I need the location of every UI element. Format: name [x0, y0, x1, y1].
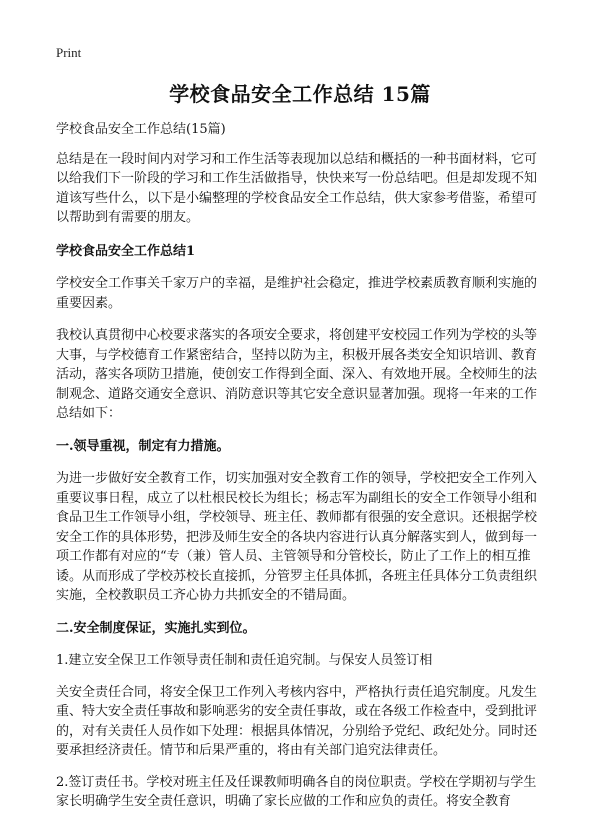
paragraph: 学校安全工作事关千家万户的幸福，是维护社会稳定，推进学校素质教育顺利实施的重要因素。 — [56, 276, 538, 311]
paragraph: 我校认真贯彻中心校要求落实的各项安全要求，将创建平安校园工作列为学校的头等大事，与学校德育工作紧密结合，坚持以防为主，积极开展各类安全知识培训、教育活动，落实各项防卫措施，使创安工作得到全面、深入、有效地开展。全校师生的法制观念、道路交通安全意识、消防意识等其它安全意识显著加强。现将一年来的工作总结如下： — [56, 328, 538, 421]
paragraph: 2.签订责任书。学校对班主任及任课教师明确各自的岗位职责。学校在学期初与学生家长明确学生安全责任意识，明确了家长应做的工作和应负的责任。将安全教育 — [56, 774, 537, 809]
paragraph: 总结是在一段时间内对学习和工作生活等表现加以总结和概括的一种书面材料，它可以给我们下一阶段的学习和工作生活做指导，快快来写一份总结吧。但是却发现不知道该写些什么，以下是小编整理的学校食品安全工作总结，供大家参考借鉴，希望可以帮助到有需要的朋友。 — [56, 151, 538, 225]
section-heading: 学校食品安全工作总结1 — [56, 243, 196, 259]
paragraph: 为进一步做好安全教育工作，切实加强对安全教育工作的领导，学校把安全工作列入重要议事日程，成立了以杜根民校长为组长；杨志军为副组长的安全工作领导小组和食品卫生工作领导小组，学校领导、班主任、教师都有很强的安全意识。还根据学校安全工作的具体形势，把涉及师生安全的各块内容进行认真分解落实到人，做到每一项工作都有对应的“专（兼）管人员、主管领导和分管校长，防止了工作上的相互推诿。从而形成了学校苏校长直接抓，分管罗主任具体抓，各班主任具体分工负责组织实施，全校教职员工齐心协力共抓安全的不错局面。 — [56, 471, 538, 603]
page-title: 学校食品安全工作总结 15篇 — [169, 82, 431, 106]
paragraph: 学校食品安全工作总结(15篇) — [56, 122, 226, 137]
paragraph: 关安全责任合同，将安全保卫工作列入考核内容中，严格执行责任追究制度。凡发生重、特大安全责任事故和影响恶劣的安全责任事故，或在各级工作检查中，受到批评的，对有关责任人员作如下处理：根据具体情况，分别给予党纪、政纪处分。同时还要承担经济责任。情节和后果严重的，将由有关部门追究法律责任。 — [56, 684, 538, 758]
section-heading: 一.领导重视，制定有力措施。 — [56, 438, 230, 454]
document-body — [56, 120, 546, 812]
section-heading: 二.安全制度保证，实施扎实到位。 — [56, 620, 256, 636]
paragraph: 1.建立安全保卫工作领导责任制和责任追究制。与保安人员签订相 — [56, 653, 433, 668]
print-link[interactable]: Print — [56, 45, 82, 60]
